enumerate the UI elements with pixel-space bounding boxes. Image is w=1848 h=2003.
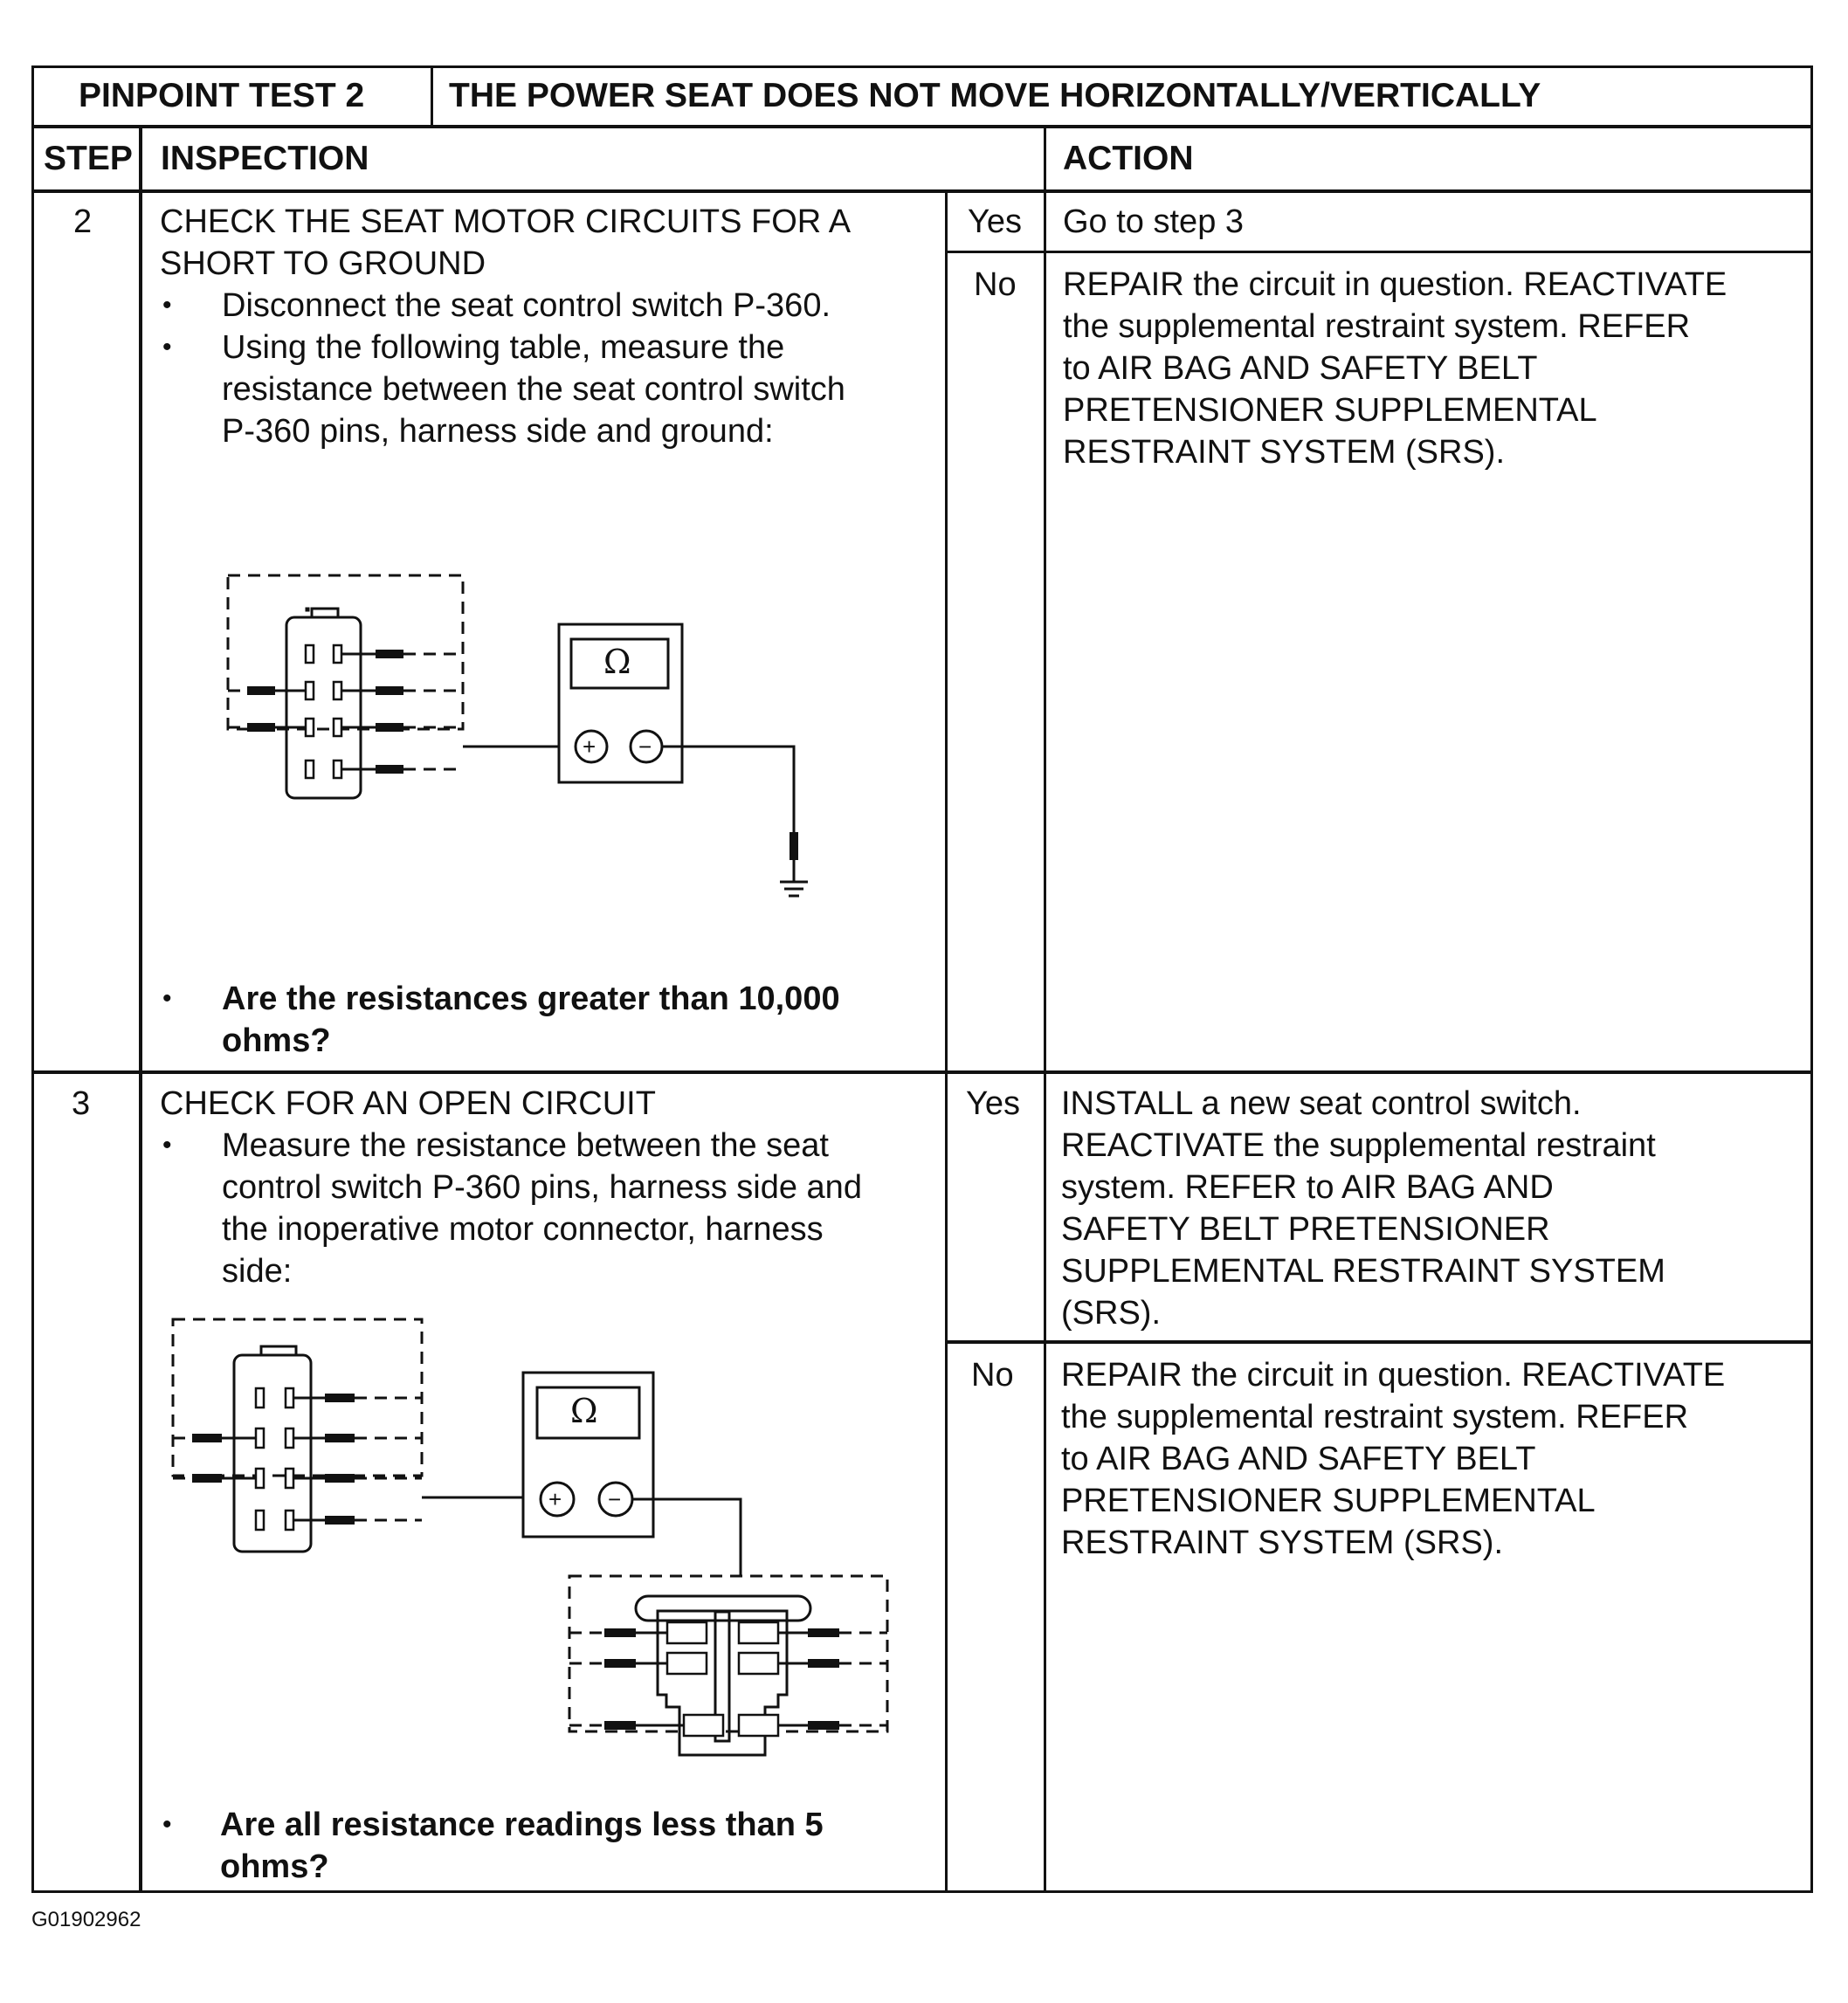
yes-action: SUPPLEMENTAL RESTRAINT SYSTEM <box>1061 1253 1665 1290</box>
no-action: the supplemental restraint system. REFER <box>1063 308 1691 345</box>
bullet-icon: • <box>162 1810 172 1839</box>
no-action: to AIR BAG AND SAFETY BELT <box>1063 350 1538 387</box>
no-action: RESTRAINT SYSTEM (SRS). <box>1063 434 1506 471</box>
no-action: REPAIR the circuit in question. REACTIVATE <box>1061 1357 1726 1394</box>
column-header-step: STEP <box>44 140 133 177</box>
step-number: 3 <box>72 1085 91 1122</box>
inspection-bullet: P-360 pins, harness side and ground: <box>222 413 774 450</box>
no-action: RESTRAINT SYSTEM (SRS). <box>1061 1525 1504 1561</box>
yes-label: Yes <box>966 1085 1020 1122</box>
inspection-bullet: resistance between the seat control switch <box>222 371 845 408</box>
no-action: REPAIR the circuit in question. REACTIVATE <box>1063 266 1727 303</box>
no-label: No <box>971 1357 1014 1394</box>
inspection-question: Are all resistance readings less than 5 <box>220 1807 824 1843</box>
ohm-symbol: Ω <box>570 1392 598 1430</box>
step-title: CHECK FOR AN OPEN CIRCUIT <box>160 1085 656 1122</box>
no-action: PRETENSIONER SUPPLEMENTAL <box>1061 1483 1596 1519</box>
test-label: PINPOINT TEST 2 <box>79 77 365 114</box>
step-number: 2 <box>73 203 93 240</box>
minus-symbol: − <box>608 1486 622 1512</box>
inspection-bullet: control switch P-360 pins, harness side and <box>222 1169 862 1206</box>
figure-id: G01902962 <box>31 1908 141 1931</box>
minus-symbol: − <box>638 733 652 760</box>
column-header-inspection: INSPECTION <box>161 140 369 177</box>
plus-symbol: + <box>548 1486 562 1512</box>
bullet-icon: • <box>162 291 172 320</box>
switch-connector-icon <box>234 1355 311 1552</box>
inspection-question: ohms? <box>220 1848 329 1885</box>
yes-action: INSTALL a new seat control switch. <box>1061 1085 1582 1122</box>
no-label: No <box>974 266 1017 303</box>
inspection-question: ohms? <box>222 1022 331 1059</box>
inspection-bullet: side: <box>222 1253 293 1290</box>
ohm-symbol: Ω <box>603 643 631 681</box>
yes-label: Yes <box>968 203 1022 240</box>
bullet-icon: • <box>162 1131 172 1160</box>
yes-action: Go to step 3 <box>1063 203 1245 240</box>
no-action: PRETENSIONER SUPPLEMENTAL <box>1063 392 1597 429</box>
column-header-action: ACTION <box>1063 140 1194 177</box>
step-title: CHECK THE SEAT MOTOR CIRCUITS FOR A <box>160 203 852 240</box>
test-title: THE POWER SEAT DOES NOT MOVE HORIZONTALLY/VERTICALLY <box>449 77 1541 114</box>
inspection-bullet: Measure the resistance between the seat <box>222 1127 829 1164</box>
inspection-bullet: Using the following table, measure the <box>222 329 785 366</box>
yes-action: SAFETY BELT PRETENSIONER <box>1061 1211 1550 1248</box>
inspection-bullet: the inoperative motor connector, harness <box>222 1211 824 1248</box>
yes-action: system. REFER to AIR BAG AND <box>1061 1169 1554 1206</box>
no-action: the supplemental restraint system. REFER <box>1061 1399 1689 1435</box>
no-action: to AIR BAG AND SAFETY BELT <box>1061 1441 1536 1477</box>
inspection-question: Are the resistances greater than 10,000 <box>222 981 840 1017</box>
bullet-icon: • <box>162 333 172 361</box>
yes-action: REACTIVATE the supplemental restraint <box>1061 1127 1656 1164</box>
step-title: SHORT TO GROUND <box>160 245 486 282</box>
bullet-icon: • <box>162 984 172 1013</box>
plus-symbol: + <box>583 733 596 760</box>
inspection-bullet: Disconnect the seat control switch P-360. <box>222 287 831 324</box>
yes-action: (SRS). <box>1061 1295 1161 1332</box>
